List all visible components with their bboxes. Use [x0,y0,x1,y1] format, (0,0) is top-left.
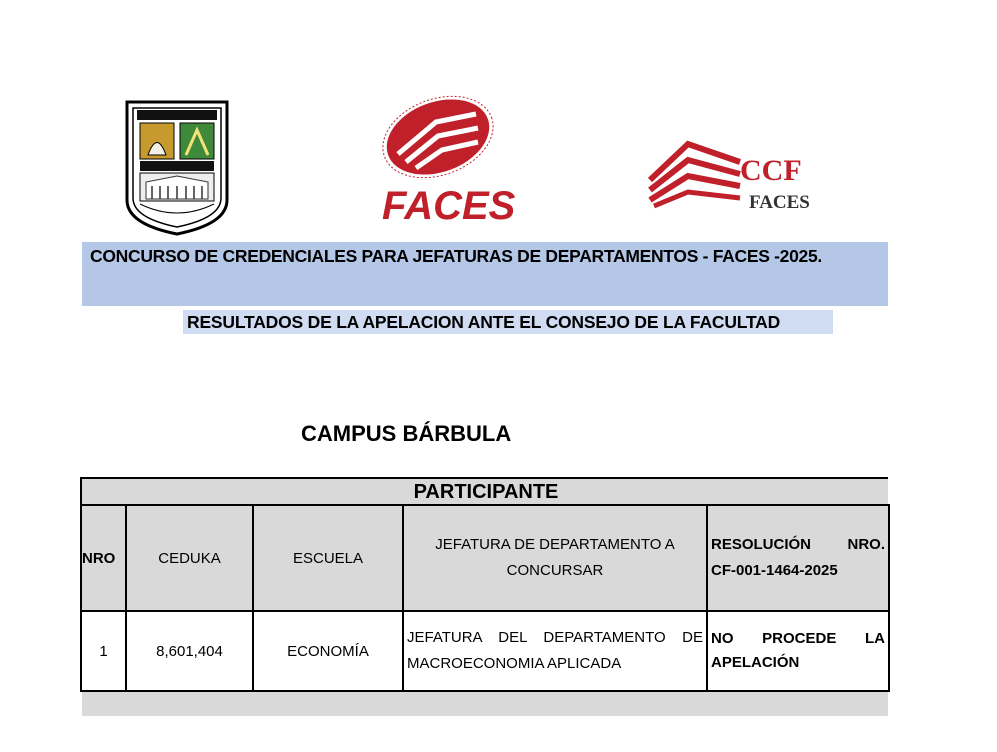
results-table [80,504,890,692]
cell-jefatura [403,611,707,691]
table-row [81,611,889,691]
cell-jefatura-line1: JEFATURA DEL DEPARTAMENTO DE [407,629,703,646]
cell-nro: 1 [81,611,126,691]
table-footer-bar [82,692,888,716]
col-header-escuela: ESCUELA [253,505,403,611]
ccf-faces-logo [648,140,832,212]
participant-group-header [80,477,888,505]
col-header-ceduka: CEDUKA [126,505,253,611]
table-header-row [81,505,889,611]
cell-resolucion [707,611,889,691]
col-header-jefatura: JEFATURA DE DEPARTAMENTO A CONCURSAR [403,505,707,611]
cell-resolucion-line2: APELACIÓN [711,654,800,671]
document-title: CONCURSO DE CREDENCIALES PARA JEFATURAS DE DEPARTAMENTOS - FACES -2025. [90,246,822,266]
faces-logo-text: FACES [382,184,516,228]
document-subtitle: RESULTADOS DE LA APELACION ANTE EL CONSEJO DE LA FACULTAD [187,312,781,332]
university-shield-logo [124,100,230,236]
cell-resolucion-line1: NO PROCEDE LA [711,630,885,647]
ccf-logo-text: CCF [740,154,802,187]
col-header-resolucion [707,505,889,611]
ccf-logo-subtext: FACES [749,192,810,213]
cell-ceduka: 8,601,404 [126,611,253,691]
participant-label: PARTICIPANTE [413,481,559,503]
cell-jefatura-line2: MACROECONOMIA APLICADA [407,655,622,672]
faces-logo [376,96,516,228]
col-header-resolucion-line1: RESOLUCIÓN NRO. [711,536,885,553]
col-header-nro: NRO [81,505,126,611]
cell-escuela: ECONOMÍA [253,611,403,691]
campus-heading: CAMPUS BÁRBULA [301,421,512,446]
col-header-resolucion-line2: CF-001-1464-2025 [711,562,838,579]
